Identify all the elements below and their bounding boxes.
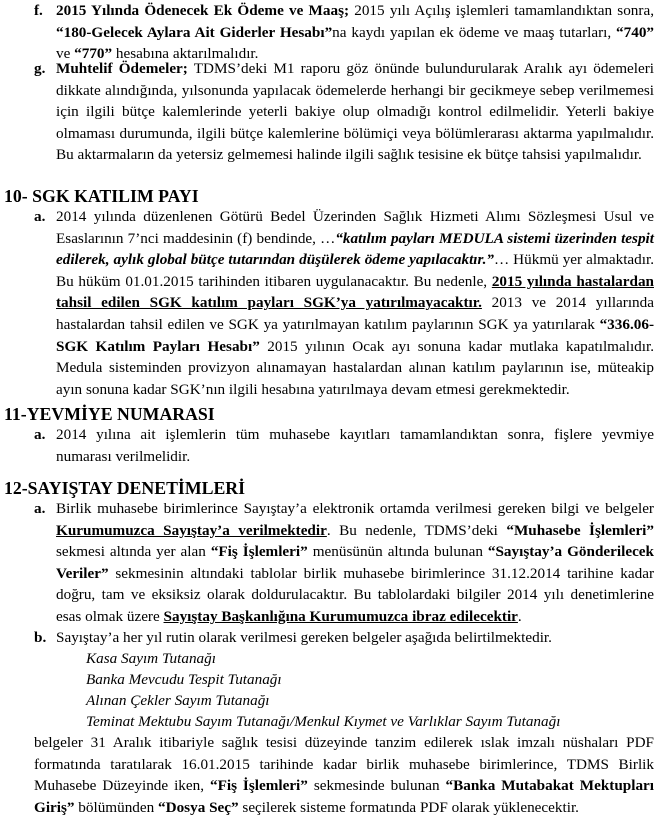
section-12-heading: 12-SAYIŞTAY DENETİMLERİ: [4, 478, 246, 498]
item-label-11a: a.: [34, 426, 46, 443]
paragraph-11a: 2014 yılına ait işlemlerin tüm muhasebe kayıtları tamamlandıktan sonra, fişlere yevmiye numarası verilmelidir.: [56, 426, 654, 465]
doc-list-item: Kasa Sayım Tutanağı: [86, 650, 216, 667]
doc-list-item: Banka Mevcudu Tespit Tutanağı: [86, 671, 282, 688]
highlight-ibraz: Sayıştay Başkanlığına Kurumumuzca ibraz edilecektir: [163, 607, 518, 625]
doc-list-item: Alınan Çekler Sayım Tutanağı: [86, 692, 270, 709]
account-740: “740”: [616, 23, 654, 41]
paragraph-10a: 2014 yılında düzenlenen Götürü Bedel Üzerinden Sağlık Hizmeti Alımı Sözleşmesi Usul ve Esaslarının 7’nci maddesinin (f) bendinde, …“katılım payları MEDULA sistemi üzerinden tespit edilerek, aylık global bütçe tutarından düşülerek ödeme yapılacaktır.”… Hükmü yer almaktadır. Bu hüküm 01.01.2015 tarihinden itibaren uygulanacaktır. Bu nedenle, 2015 yılında hastalardan tahsil edilen SGK katılım payları SGK’ya yatırılmayacaktır. 2013 ve 2014 yıllarında hastalardan tahsil edilen ve SGK ya yatırılmayan katılım paylarının SGK ya yatırılarak “336.06-SGK Katılım Payları Hesabı” 2015 yılının Ocak ayı sonuna kadar mutlaka kapatılmalıdır. Medula sisteminden provizyon alınamayan hastalardan alınan katılım paylarının ise, müteakip ayın sonuna kadar SGK’nın ilgili hesabına yatırılmaya devam etmesi gerekmektedir.: [56, 208, 654, 398]
doc-list-item: Teminat Mektubu Sayım Tutanağı/Menkul Kıymet ve Varlıklar Sayım Tutanağı: [86, 713, 561, 730]
section-11-heading: 11-YEVMİYE NUMARASI: [4, 404, 215, 424]
paragraph-g: Muhtelif Ödemeler; TDMS’deki M1 raporu göz önünde bulundurularak Aralık ayı ödemeleri dikkate alındığında, yılsonunda yapılacak ödemelerde herhangi bir gecikmeye sebep verilmemesi için ilgili bütçe kalemlerinde yeterli bakiye olup olmadığı kontrol edilmelidir. Yeterli bakiye olmaması durumunda, ilgili bütçe kalemlerine bölümiçi veya bölümlerarası aktarma yapılmalıdır. Bu aktarmaların da yetersiz gelmemesi halinde ilgili sağlık tesisine ek bütçe tahsisi yapılmalıdır.: [56, 60, 654, 164]
item-f-title: 2015 Yılında Ödenecek Ek Ödeme ve Maaş;: [56, 2, 350, 19]
section-10-heading: 10- SGK KATILIM PAYI: [4, 186, 199, 206]
menu-fis-islemleri: “Fiş İşlemleri”: [210, 543, 308, 561]
item-g-title: Muhtelif Ödemeler;: [56, 60, 188, 77]
account-336: “336.06-SGK Katılım Payları Hesabı”: [56, 315, 654, 355]
menu-banka-mutabakat: “Banka Mutabakat Mektupları Giriş”: [34, 777, 655, 816]
item-label-10a: a.: [34, 208, 46, 225]
item-label-12a: a.: [34, 500, 46, 517]
paragraph-12a: Birlik muhasebe birimlerince Sayıştay’a elektronik ortamda verilmesi gereken bilgi ve belgeler Kurumumuzca Sayıştay’a verilmektedir. Bu nedenle, TDMS’deki “Muhasebe İşlemleri” sekmesi altında yer alan “Fiş İşlemleri” menüsünün altında bulunan “Sayıştay’a Gönderilecek Veriler” sekmesinin altındaki tablolar birlik muhasebe birimlerince 31.12.2014 tarihine kadar doğru, tam ve eksiksiz olarak doldurulacaktır. Bu tablolardaki bilgiler 2014 yılı denetimlerine esas olmak üzere Sayıştay Başkanlığına Kurumumuzca ibraz edilecektir.: [56, 500, 654, 625]
paragraph-12b-intro: Sayıştay’a her yıl rutin olarak verilmesi gereken belgeler aşağıda belirtilmektedir.: [56, 629, 552, 646]
item-label-f: f.: [34, 2, 43, 19]
highlight-kurumumuzca: Kurumumuzca Sayıştay’a verilmektedir: [56, 521, 327, 539]
menu-muhasebe-islemleri: “Muhasebe İşlemleri”: [506, 521, 654, 539]
item-label-g: g.: [34, 60, 46, 77]
menu-dosya-sec: “Dosya Seç”: [158, 798, 239, 816]
menu-fis-islemleri-2: “Fiş İşlemleri”: [209, 777, 308, 795]
item-label-12b: b.: [34, 629, 47, 646]
highlight-2015-note: 2015 yılında hastalardan tahsil edilen SGK katılım payları SGK’ya yatırılmayacaktır.: [56, 272, 654, 312]
paragraph-12b-body: belgeler 31 Aralık itibariyle sağlık tesisi düzeyinde tanzim edilerek ıslak imzalı nüshaları PDF formatında taratılarak 16.01.2015 tarihinde kadar birlik muhasebe birimlerince, TDMS Birlik Muhasebe Düzeyinde iken, “Fiş İşlemleri” sekmesinde bulunan “Banka Mutabakat Mektupları Giriş” bölümünden “Dosya Seç” seçilerek sisteme formatında PDF olarak yüklenecektir.: [34, 734, 655, 816]
menu-sayistaya-gonderilecek: “Sayıştay’a Gönderilecek Veriler”: [56, 543, 654, 582]
account-770: “770”: [74, 45, 113, 63]
paragraph-f: 2015 Yılında Ödenecek Ek Ödeme ve Maaş; 2015 yılı Açılış işlemleri tamamlandıktan sonra, “180-Gelecek Aylara Ait Giderler Hesabı”na kaydı yapılan ek ödeme ve maaş tutarları, “740” ve “770” hesabına aktarılmalıdır.: [56, 2, 654, 63]
quoted-clause: “katılım payları MEDULA sistemi üzerinden tespit edilerek, aylık global bütçe tutarından düşülerek ödeme yapılacaktır.”: [56, 229, 654, 269]
account-180: “180-Gelecek Aylara Ait Giderler Hesabı”: [56, 23, 333, 41]
